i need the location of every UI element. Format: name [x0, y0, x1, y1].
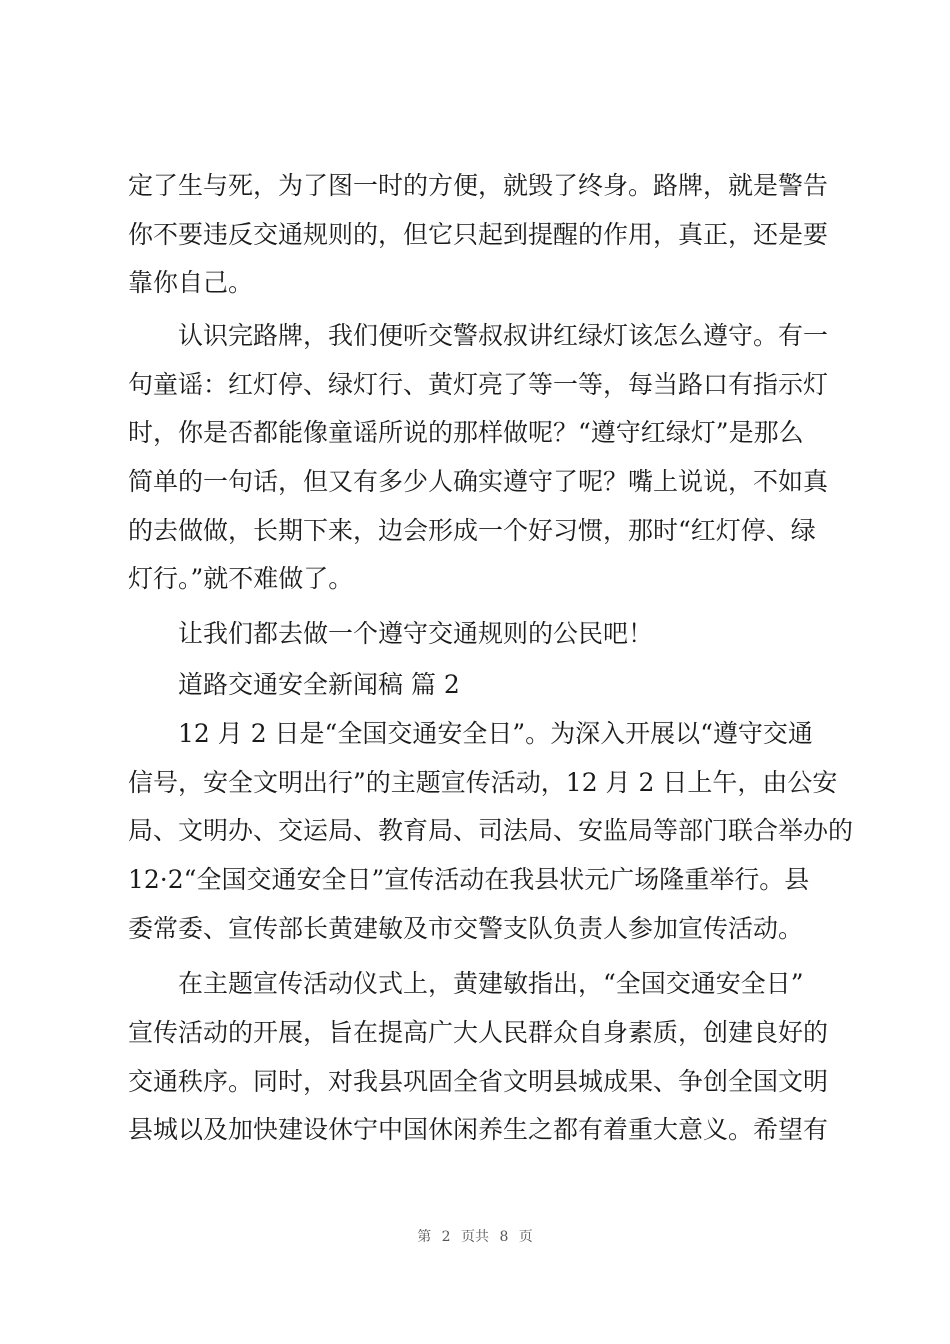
- text-line: 委常委、宣传部长黄建敏及市交警支队负责人参加宣传活动。: [128, 914, 804, 943]
- text-line: 县城以及加快建设休宁中国休闲养生之都有着重大意义。希望有: [128, 1115, 829, 1144]
- text-line: 的去做做，长期下来，边会形成一个好习惯，那时“红灯停、绿: [128, 516, 816, 545]
- text-line: 交通秩序。同时，对我县巩固全省文明县城成果、争创全国文明: [128, 1067, 829, 1096]
- text-line: 简单的一句话，但又有多少人确实遵守了呢？嘴上说说，不如真: [128, 467, 829, 496]
- text-line: 时，你是否都能像童谣所说的那样做呢？“遵守红绿灯”是那么: [128, 418, 804, 447]
- page-number-footer: 第 2 页共 8 页: [417, 1229, 533, 1245]
- text-line: 局、文明办、交运局、教育局、司法局、安监局等部门联合举办的: [128, 816, 854, 845]
- text-line: 定了生与死，为了图一时的方便，就毁了终身。路牌，就是警告: [128, 171, 829, 200]
- text-line: 你不要违反交通规则的，但它只起到提醒的作用，真正，还是要: [128, 220, 829, 249]
- text-line: 12·2“全国交通安全日”宣传活动在我县状元广场隆重举行。县: [128, 865, 810, 894]
- text-line: 宣传活动的开展，旨在提高广大人民群众自身素质，创建良好的: [128, 1018, 829, 1047]
- paragraph-first-line: 12 月 2 日是“全国交通安全日”。为深入开展以“遵守交通: [178, 719, 813, 748]
- paragraph-first-line: 让我们都去做一个遵守交通规则的公民吧！: [178, 619, 654, 648]
- paragraph-first-line: 在主题宣传活动仪式上，黄建敏指出，“全国交通安全日”: [178, 969, 804, 998]
- text-line: 信号，安全文明出行”的主题宣传活动，12 月 2 日上午，由公安: [128, 768, 838, 797]
- text-line: 靠你自己。: [128, 268, 254, 297]
- paragraph-first-line: 认识完路牌，我们便听交警叔叔讲红绿灯该怎么遵守。有一: [178, 321, 829, 350]
- section-heading: 道路交通安全新闻稿 篇 2: [178, 670, 460, 699]
- text-line: 句童谣：红灯停、绿灯行、黄灯亮了等一等，每当路口有指示灯: [128, 370, 829, 399]
- text-line: 灯行。”就不难做了。: [128, 564, 354, 593]
